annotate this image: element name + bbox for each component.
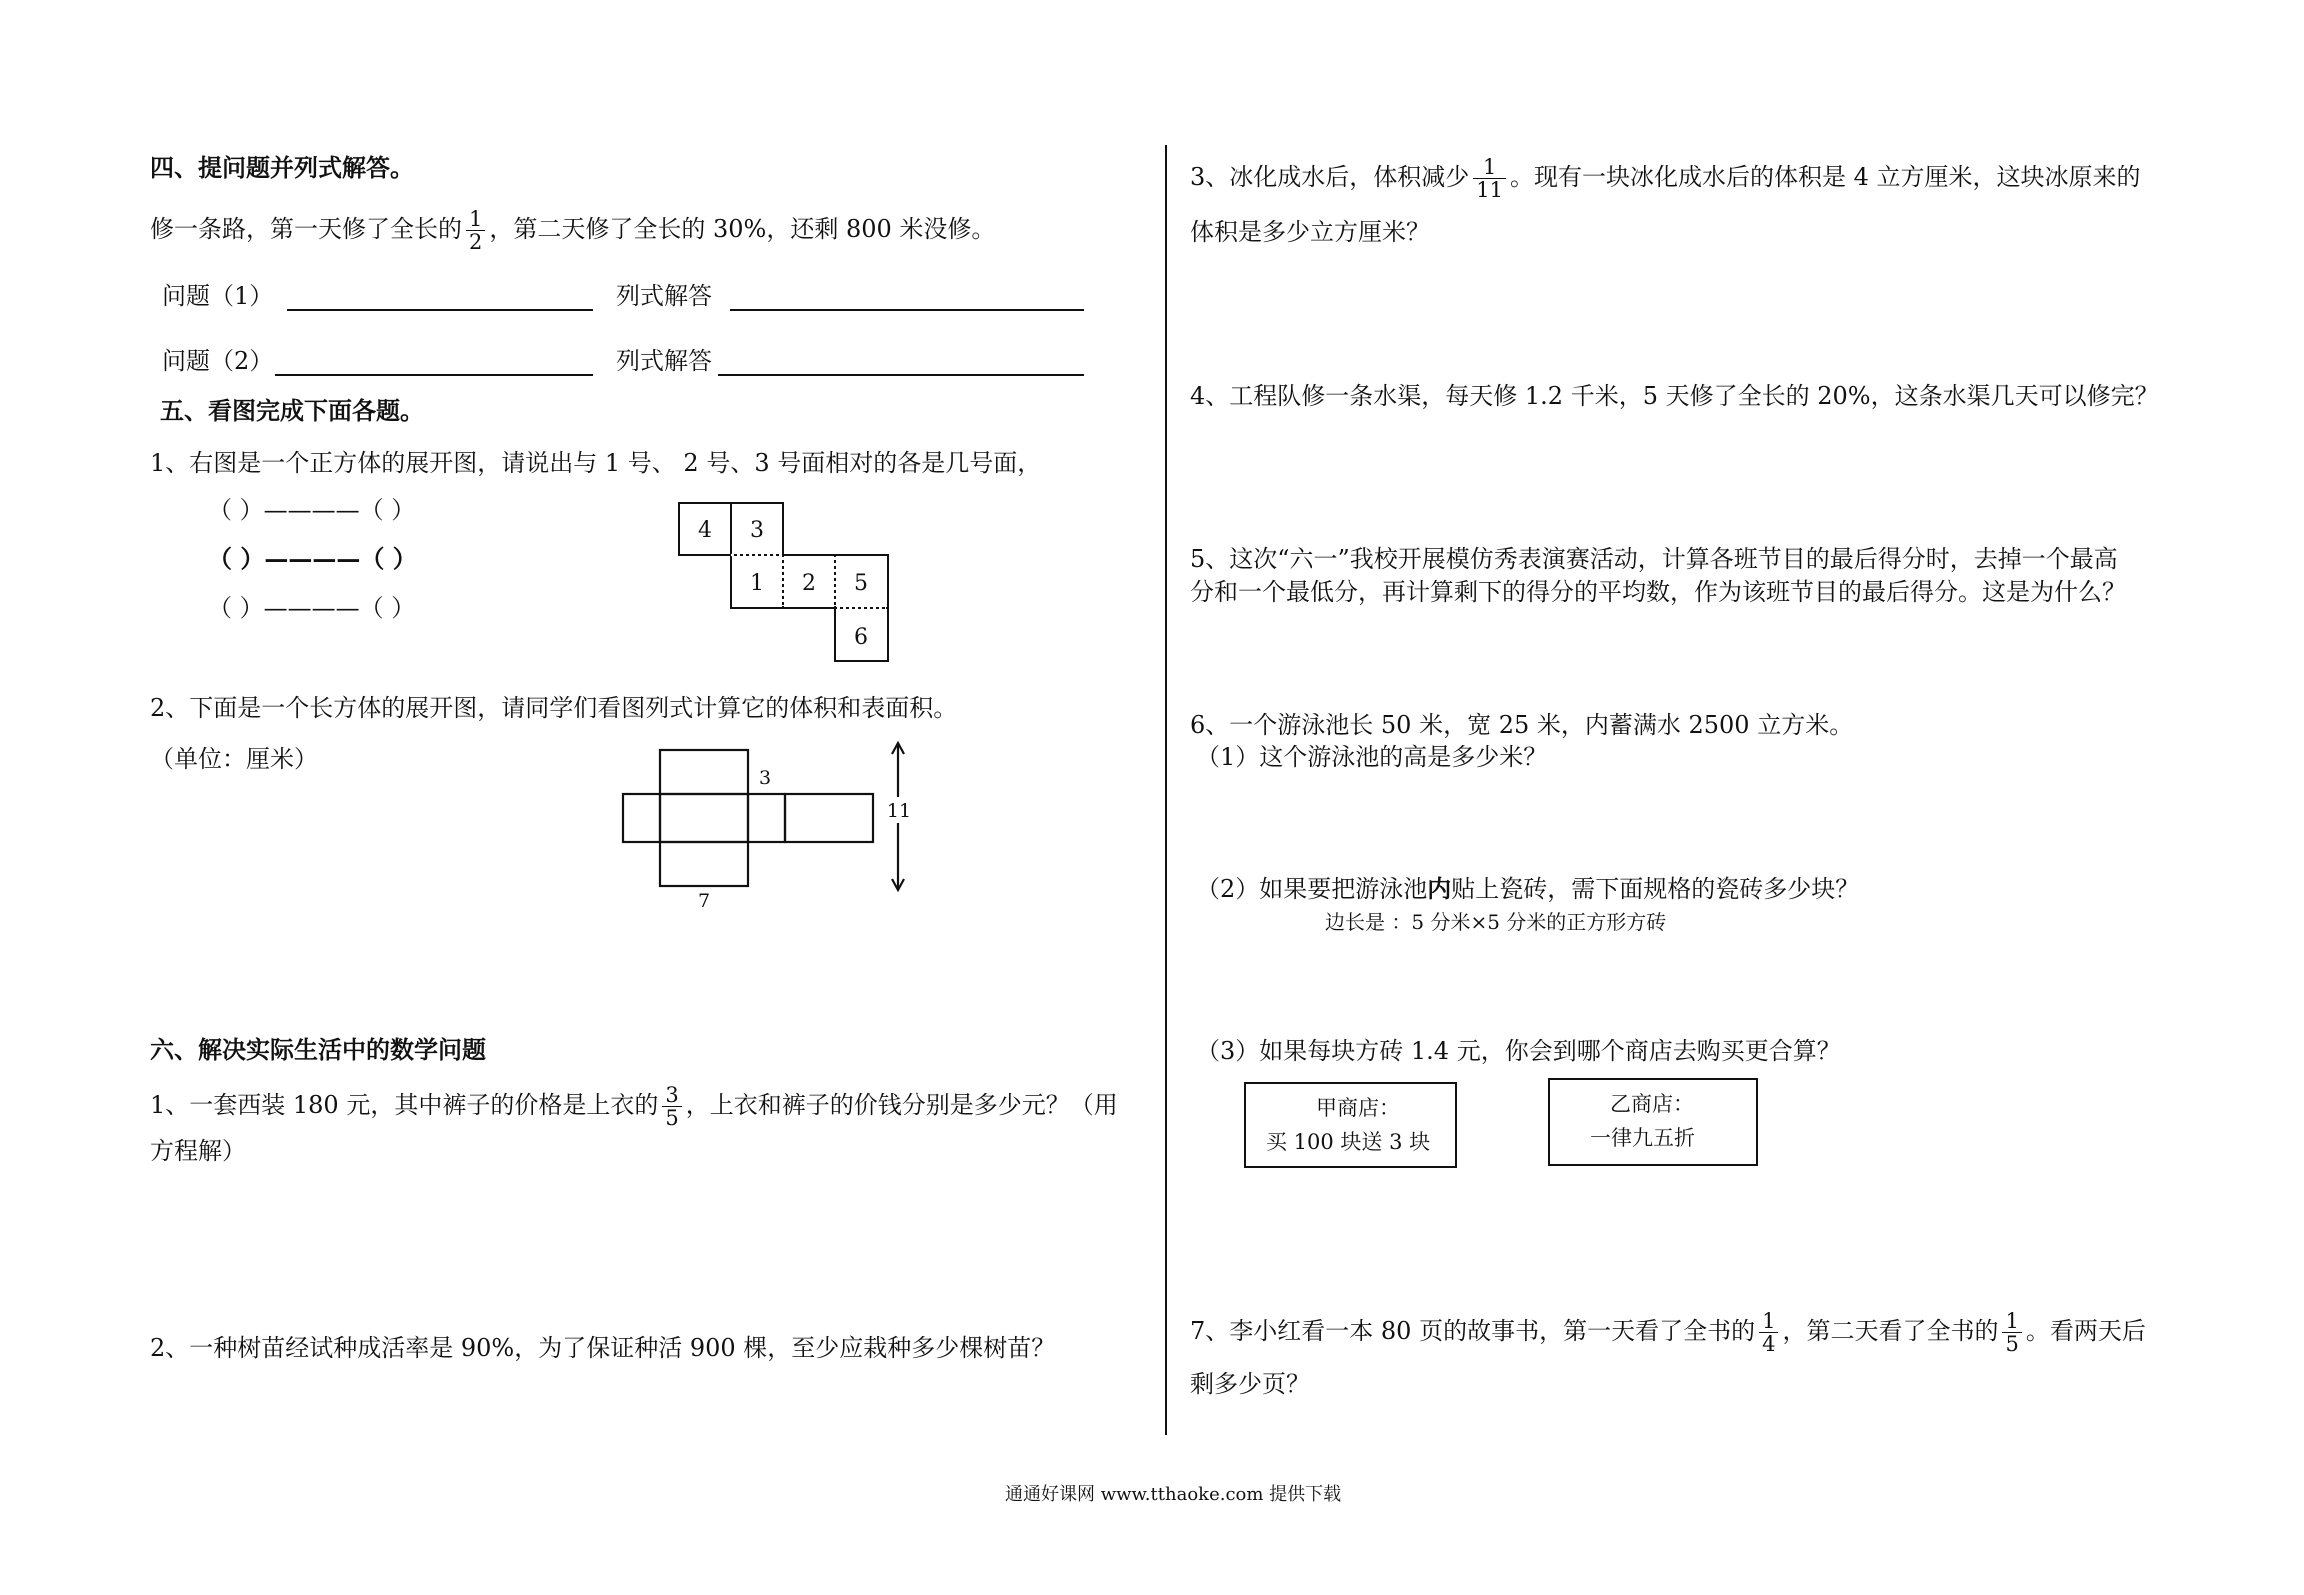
three-fifths-fraction <box>662 1084 681 1129</box>
question-5-line-1: 5、这次“六一”我校开展模仿秀表演赛活动，计算各班节目的最后得分时，去掉一个最高 <box>1190 545 2118 573</box>
one-fifth-fraction <box>2002 1310 2021 1355</box>
cube-face-2: 2 <box>802 571 816 596</box>
question-4: 4、工程队修一条水渠，每天修 1.2 千米，5 天修了全长的 20%，这条水渠几天可以修完？ <box>1190 382 2159 410</box>
shop-a-name: 甲商店： <box>1316 1096 1400 1120</box>
one-quarter-fraction <box>1759 1310 1778 1355</box>
section-4-text-b: ，第二天修了全长的 30%，还剩 800 米没修。 <box>489 215 996 244</box>
pair-row-3: （ ）————（ ） <box>208 594 416 622</box>
shop-b-offer: 一律九五折 <box>1590 1125 1695 1150</box>
tile-spec: 边长是 ：5 分米×5 分米的正方形方砖 <box>1325 910 1667 934</box>
fraction-denominator: 11 <box>1476 178 1504 203</box>
section-5-question-1: 1、右图是一个正方体的展开图，请说出与 1 号、 2 号、3 号面相对的各是几号面， <box>150 449 1042 477</box>
question-6-part-1: （1）这个游泳池的高是多少米？ <box>1196 743 1548 771</box>
one-eleventh-fraction <box>1473 156 1506 201</box>
section-6-q1-text-c: 方程解） <box>150 1137 246 1165</box>
section-4-heading: 四、提问题并列式解答。 <box>150 154 414 182</box>
pair-row-1: （ ）————（ ） <box>208 496 416 524</box>
cuboid-dim-7: 7 <box>697 890 711 910</box>
fraction-denominator: 5 <box>2005 1332 2019 1357</box>
cube-face-4: 4 <box>698 518 712 543</box>
question-6-part-2 <box>1196 875 1859 904</box>
question-2-blank[interactable] <box>275 374 593 376</box>
section-5-heading: 五、看图完成下面各题。 <box>160 397 424 425</box>
question-2-label: 问题（2） <box>162 347 274 375</box>
section-4-text-a: 修一条路，第一天修了全长的 <box>150 215 462 244</box>
fraction-numerator: 1 <box>1759 1310 1778 1333</box>
shop-b-name: 乙商店： <box>1610 1092 1694 1116</box>
fraction-denominator: 2 <box>469 230 483 255</box>
cuboid-dim-11: 11 <box>886 800 912 822</box>
fraction-numerator: 1 <box>1473 156 1506 179</box>
unit-note: （单位：厘米） <box>150 745 318 773</box>
shop-a-offer: 买 100 块送 3 块 <box>1266 1129 1431 1154</box>
half-fraction <box>466 208 485 253</box>
question-7 <box>1190 1310 2146 1355</box>
fraction-denominator: 4 <box>1762 1332 1776 1357</box>
question-2-answer-label: 列式解答 <box>616 347 712 375</box>
section-6-heading: 六、解决实际生活中的数学问题 <box>150 1036 486 1064</box>
question-3-text-c: 体积是多少立方厘米？ <box>1190 218 1430 246</box>
column-divider <box>1165 145 1167 1435</box>
question-3-text-b: 。现有一块冰化成水后的体积是 4 立方厘米，这块冰原来的 <box>1510 163 2141 192</box>
fraction-numerator: 1 <box>2002 1310 2021 1333</box>
cuboid-dim-3: 3 <box>758 767 772 789</box>
cuboid-net-diagram <box>620 740 920 910</box>
question-3 <box>1190 156 2141 201</box>
question-7-text-d: 剩多少页？ <box>1190 1370 1310 1398</box>
question-6-part-3: （3）如果每块方砖 1.4 元，你会到哪个商店去购买更合算？ <box>1196 1037 1841 1065</box>
question-1-blank[interactable] <box>287 309 593 311</box>
question-6: 6、一个游泳池长 50 米，宽 25 米，内蓄满水 2500 立方米。 <box>1190 711 1854 739</box>
cube-face-1: 1 <box>750 571 764 596</box>
section-4-problem <box>150 208 995 253</box>
section-6-q1-text-b: ，上衣和裤子的价钱分别是多少元？（用 <box>685 1091 1118 1120</box>
question-6-part-2-bold: 内 <box>1427 875 1452 903</box>
section-6-question-1 <box>150 1084 1118 1129</box>
page-footer: 通通好课网 www.tthaoke.com 提供下载 <box>1005 1484 1342 1505</box>
fraction-numerator: 1 <box>466 208 485 231</box>
question-7-text-b: ，第二天看了全书的 <box>1782 1317 1999 1346</box>
question-7-text-c: 。看两天后 <box>2025 1317 2146 1346</box>
question-1-answer-blank[interactable] <box>730 309 1084 311</box>
section-5-question-2: 2、下面是一个长方体的展开图，请同学们看图列式计算它的体积和表面积。 <box>150 694 958 722</box>
cube-net-diagram <box>678 502 894 666</box>
question-6-part-2-text-b: 贴上瓷砖，需下面规格的瓷砖多少块？ <box>1451 875 1860 903</box>
fraction-numerator: 3 <box>662 1084 681 1107</box>
shop-b-box <box>1548 1078 1758 1166</box>
question-5-line-2: 分和一个最低分，再计算剩下的得分的平均数，作为该班节目的最后得分。这是为什么？ <box>1190 578 2126 606</box>
question-3-text-a: 3、冰化成水后，体积减少 <box>1190 163 1470 192</box>
question-7-text-a: 7、李小红看一本 80 页的故事书，第一天看了全书的 <box>1190 1317 1756 1346</box>
cube-face-3: 3 <box>750 518 764 543</box>
question-1-answer-label: 列式解答 <box>616 282 712 310</box>
section-6-q1-text-a: 1、一套西装 180 元，其中裤子的价格是上衣的 <box>150 1091 659 1120</box>
section-6-question-2: 2、一种树苗经试种成活率是 90%，为了保证种活 900 棵，至少应栽种多少棵树苗？ <box>150 1334 1056 1362</box>
fraction-denominator: 5 <box>665 1106 679 1131</box>
question-1-label: 问题（1） <box>162 282 274 310</box>
shop-a-box <box>1244 1082 1457 1168</box>
question-6-part-2-text-a: （2）如果要把游泳池 <box>1196 875 1428 903</box>
cube-face-6: 6 <box>854 625 868 650</box>
pair-row-2: （ ）————（ ） <box>208 544 417 573</box>
cube-face-5: 5 <box>854 571 868 596</box>
question-2-answer-blank[interactable] <box>718 374 1084 376</box>
